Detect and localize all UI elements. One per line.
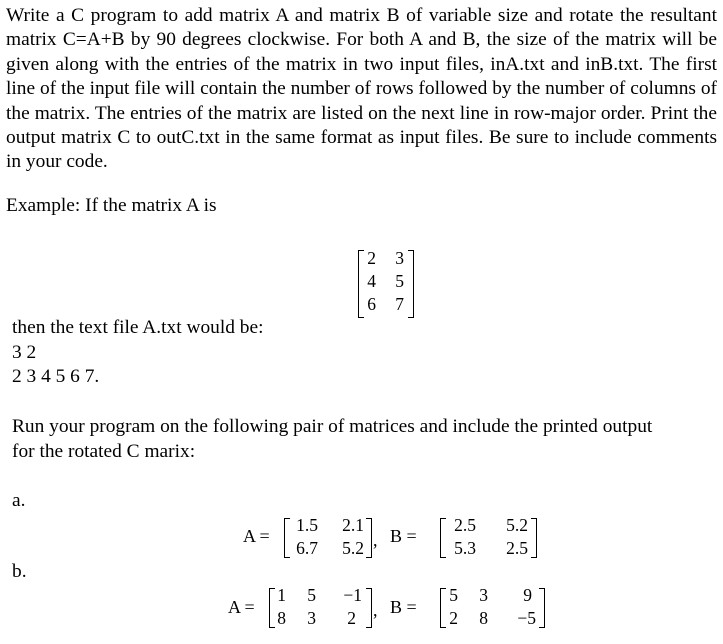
matrix-cell: 2 [367,248,376,268]
matrix-cell: 5.2 [342,538,364,558]
matrix-cell: 2 [449,608,458,628]
matrix-cell: 1 [277,585,286,605]
right-bracket [531,518,537,558]
matrix-cell: 4 [367,271,376,291]
matrix-cell: 5.2 [506,515,528,535]
matrix-cell: −1 [343,585,362,605]
part-a-b-name: B = [390,526,417,546]
matrix-cell: 3 [307,608,316,628]
file-line-2: 2 3 4 5 6 7. [12,366,100,387]
part-b-b-name: B = [390,597,417,617]
file-label: then the text file A.txt would be: [12,317,264,338]
matrix-cell: 5 [307,585,316,605]
part-a-a-name: A = [243,526,270,546]
matrix-cell: 1.5 [296,515,318,535]
matrix-cell: 5 [395,271,404,291]
run-instruction-line-1: Run your program on the following pair of matrices and include the printed output [12,416,653,437]
matrix-cell: 3 [479,585,488,605]
right-bracket [408,250,414,318]
right-bracket [539,588,545,628]
part-b-a-name: A = [228,597,255,617]
matrix-cell: 8 [479,608,488,628]
matrix-cell: 2.1 [342,515,364,535]
part-b-label: b. [12,561,27,582]
example-label: Example: If the matrix A is [6,195,217,216]
run-instruction-line-2: for the rotated C marix: [12,441,196,462]
problem-statement: Write a C program to add matrix A and matrix B of variable size and rotate the resultant matrix C=A+B by 90 degrees clockwise. For both A and B, the size of the matrix will be given along with the entries of the matrix in two input files, inA.txt and inB.txt. The first line of the input file will contain the number of rows followed by the number of columns of the matrix. The entries of the matrix are listed on the next line in row-major order. Print the output matrix C to outC.txt in the same format as input files. Be sure to include comments in your code. [6,5,717,173]
right-bracket [366,588,372,628]
matrix-cell: 5 [449,585,458,605]
matrix-cell: 2.5 [506,538,528,558]
file-line-1: 3 2 [12,342,37,363]
matrix-cell: 2.5 [454,515,476,535]
matrix-cell: 6.7 [296,538,318,558]
matrix-cell: 8 [277,608,286,628]
matrix-cell: 7 [395,294,404,314]
matrix-cell: 6 [367,294,376,314]
matrix-cell: 2 [347,608,356,628]
matrix-cell: −5 [517,608,536,628]
matrix-cell: 3 [395,248,404,268]
separator-comma: , [373,600,378,620]
separator-comma: , [373,530,378,550]
matrix-cell: 5.3 [454,538,476,558]
part-a-label: a. [12,490,26,511]
right-bracket [366,518,372,558]
matrix-cell: 9 [523,585,532,605]
